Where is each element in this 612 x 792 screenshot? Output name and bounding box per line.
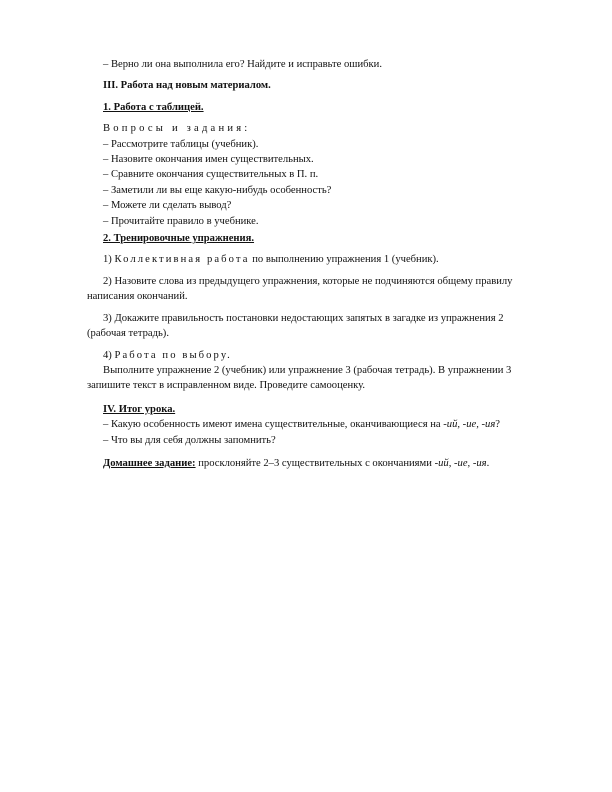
summary-question-1 (103, 417, 570, 432)
summary-text: – Какую особенность имеют имена существительные, оканчивающиеся на (103, 419, 444, 431)
question-item: – Сравните окончания существительных в П. п. (103, 169, 319, 181)
endings-italic: -ий, -ие, -ия (443, 419, 496, 431)
exercise-spaced-title: Работа по выбору. (114, 349, 232, 361)
subheading-exercises: 2. Тренировочные упражнения. (103, 233, 255, 245)
exercise-number: 1) (103, 254, 112, 266)
exercise-number: 4) (103, 349, 112, 361)
endings-italic: -ий, -ие, -ия (434, 457, 487, 469)
subheading-table-work: 1. Работа с таблицей. (103, 101, 204, 113)
question-item: – Заметили ли вы еще какую-нибудь особенность? (103, 184, 332, 196)
question-item: – Рассмотрите таблицы (учебник). (103, 138, 259, 150)
exercise-4-heading (103, 348, 570, 363)
summary-question-2: – Что вы для себя должны запомнить? (103, 434, 276, 446)
exercise-text: по выполнению упражнения 1 (учебник). (252, 254, 439, 266)
summary-text: ? (495, 419, 500, 431)
exercise-4-line-1: Выполните упражнение 2 (учебник) или упражнение 3 (рабочая тетрадь). В упражнении 3 (103, 364, 512, 376)
question-item: – Можете ли сделать вывод? (103, 200, 232, 212)
exercise-3-line-2: (рабочая тетрадь). (87, 328, 169, 340)
document-page (87, 57, 570, 471)
questions-heading: Вопросы и задания: (103, 123, 251, 135)
homework-line (103, 456, 570, 471)
exercise-2-line-1: 2) Назовите слова из предыдущего упражнения, которые не подчиняются общему правилу (103, 275, 513, 287)
exercise-3-line-1: 3) Докажите правильность постановки недостающих запятых в загадке из упражнения 2 (103, 312, 504, 324)
exercise-spaced-title: Коллективная работа (114, 254, 250, 266)
question-item: – Прочитайте правило в учебнике. (103, 215, 259, 227)
exercise-4-line-2: запишите текст в исправленном виде. Проведите самооценку. (87, 380, 366, 392)
text-line: – Верно ли она выполнила его? Найдите и исправьте ошибки. (103, 59, 382, 70)
homework-label: Домашнее задание: (103, 457, 196, 469)
section-heading-iii: III. Работа над новым материалом. (103, 80, 271, 92)
exercise-1 (103, 252, 570, 267)
homework-text: просклоняйте 2–3 существительных с окончаниями (195, 457, 435, 469)
exercise-2-line-2: написания окончаний. (87, 291, 188, 303)
section-heading-iv: IV. Итог урока. (103, 403, 176, 415)
homework-text: . (486, 457, 490, 469)
question-item: – Назовите окончания имен существительных. (103, 154, 314, 166)
